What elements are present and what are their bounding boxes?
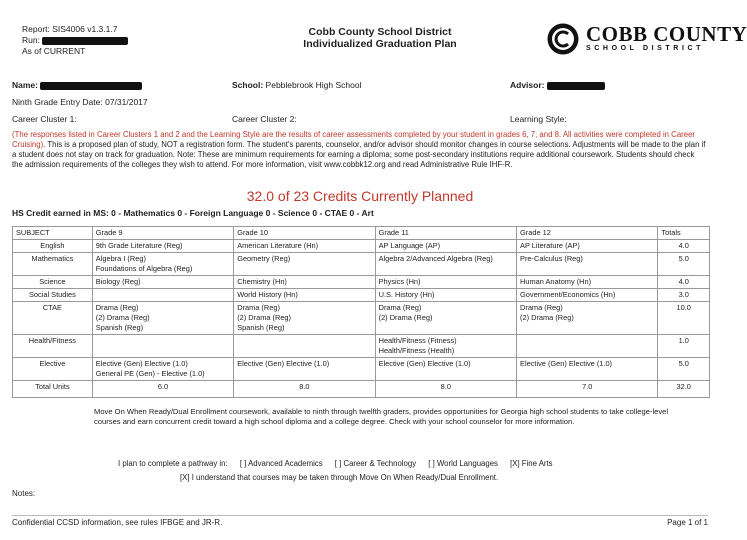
row-total: 1.0 [658, 335, 710, 358]
course-cell [517, 358, 658, 381]
course-entry: Biology (Reg) [95, 277, 141, 286]
move-on-when-ready-text: Move On When Ready/Dual Enrollment coursework, available to ninth through twelfth graders, provides opportunities for Georgia high school students to take college-level courses and earn concurrent credit toward a high school diploma and a college degree. Check with your school counselor for more information. [94, 407, 669, 426]
course-cell [375, 335, 516, 358]
subject-cell: Science [13, 276, 93, 289]
header-totals: Totals [658, 227, 710, 240]
redacted-run [42, 37, 128, 45]
course-entry: Spanish (Reg) [237, 323, 285, 332]
table-header-row [13, 227, 710, 240]
course-entry: Chemistry (Hn) [237, 277, 287, 286]
run-line: Run: [22, 35, 128, 46]
course-cell [92, 302, 233, 335]
report-id: Report: SIS4006 v1.3.1.7 [22, 24, 118, 34]
subject-cell: CTAE [13, 302, 93, 335]
course-entry: AP Literature (AP) [520, 241, 580, 250]
course-entry: Elective (Gen) Elective (1.0) [520, 359, 613, 368]
course-cell [92, 276, 233, 289]
course-cell [92, 240, 233, 253]
course-entry: (2) Drama (Reg) [378, 313, 433, 322]
total-units-row: Total Units 6.0 8.0 8.0 7.0 32.0 [13, 381, 710, 398]
logo-wordmark: COBB COUNTY [586, 22, 747, 46]
subject-cell: Mathematics [13, 253, 93, 276]
course-entry: Government/Economics (Hn) [520, 290, 616, 299]
header-grade-12: Grade 12 [517, 227, 658, 240]
district-logo [546, 22, 747, 56]
subject-cell: Elective [13, 358, 93, 381]
pathway-option-advanced-academics[interactable]: [ ] Advanced Academics [239, 459, 323, 468]
course-cell [375, 358, 516, 381]
entry-date-field: Ninth Grade Entry Date: 07/31/2017 [12, 97, 148, 107]
course-entry: Elective (Gen) Elective (1.0) [237, 359, 330, 368]
table-row [13, 253, 710, 276]
course-entry: Drama (Reg) [378, 303, 422, 312]
subject-cell: Social Studies [13, 289, 93, 302]
course-cell [234, 240, 375, 253]
row-total: 4.0 [658, 276, 710, 289]
course-entry: Health/Fitness (Fitness) [378, 336, 457, 345]
pathway-option-career-technology[interactable]: [ ] Career & Technology [334, 459, 417, 468]
header-grade-9: Grade 9 [92, 227, 233, 240]
page-footer [12, 515, 708, 527]
course-entry: Physics (Hn) [378, 277, 421, 286]
course-cell [375, 289, 516, 302]
course-cell [517, 240, 658, 253]
district-name: Cobb County School District [308, 26, 452, 38]
course-entry: Pre-Calculus (Reg) [520, 254, 583, 263]
dual-enrollment-acknowledgment[interactable]: [X] I understand that courses may be taken through Move On When Ready/Dual Enrollment. [180, 473, 499, 482]
course-entry: Drama (Reg) [95, 303, 139, 312]
course-cell [517, 302, 658, 335]
course-cell [517, 253, 658, 276]
header-grade-10: Grade 10 [234, 227, 375, 240]
course-cell [92, 358, 233, 381]
school-field: School: Pebblebrook High School [232, 80, 362, 90]
course-entry: U.S. History (Hn) [378, 290, 435, 299]
row-total: 3.0 [658, 289, 710, 302]
row-total: 5.0 [658, 358, 710, 381]
course-entry: Human Anatomy (Hn) [520, 277, 592, 286]
course-entry: Foundations of Algebra (Reg) [95, 264, 193, 273]
document-title [260, 26, 500, 50]
course-entry: General PE (Gen) - Elective (1.0) [95, 369, 205, 378]
redacted-name [40, 82, 142, 90]
course-cell [92, 335, 233, 358]
course-entry: Algebra I (Reg) [95, 254, 146, 263]
notes-label: Notes: [12, 489, 36, 498]
course-entry: Elective (Gen) Elective (1.0) [95, 359, 188, 368]
course-cell [375, 253, 516, 276]
course-cell [234, 253, 375, 276]
header-grade-11: Grade 11 [375, 227, 516, 240]
course-cell [375, 276, 516, 289]
course-cell [234, 302, 375, 335]
page-number: Page 1 of 1 [667, 518, 708, 527]
learning-style: Learning Style: [510, 114, 567, 124]
career-cluster-1: Career Cluster 1: [12, 114, 77, 124]
course-entry: Spanish (Reg) [95, 323, 144, 332]
course-cell [517, 289, 658, 302]
course-entry: AP Language (AP) [378, 241, 441, 250]
pathway-selection: I plan to complete a pathway in: [ ] Advanced Academics [ ] Career & Technology [ ] World Languages [X] Fine Arts [118, 459, 553, 468]
pathway-option-fine-arts[interactable]: [X] Fine Arts [510, 459, 553, 468]
logo-subtitle: SCHOOL DISTRICT [586, 45, 705, 52]
row-total: 10.0 [658, 302, 710, 335]
course-entry: Geometry (Reg) [237, 254, 291, 263]
row-total: 5.0 [658, 253, 710, 276]
table-row [13, 240, 710, 253]
row-total: 4.0 [658, 240, 710, 253]
header-subject: SUBJECT [13, 227, 93, 240]
course-cell [92, 289, 233, 302]
course-cell [234, 276, 375, 289]
course-entry: (2) Drama (Reg) [237, 313, 291, 322]
course-plan-table [12, 226, 710, 398]
course-entry: World History (Hn) [237, 290, 298, 299]
table-row [13, 358, 710, 381]
pathway-option-world-languages[interactable]: [ ] World Languages [428, 459, 498, 468]
course-cell [517, 335, 658, 358]
as-of: As of CURRENT [22, 46, 86, 56]
course-entry: (2) Drama (Reg) [95, 313, 150, 322]
table-row [13, 335, 710, 358]
career-cluster-2: Career Cluster 2: [232, 114, 297, 124]
course-cell [234, 289, 375, 302]
course-cell [92, 253, 233, 276]
course-entry: 9th Grade Literature (Reg) [95, 241, 183, 250]
redacted-advisor [547, 82, 605, 90]
report-header [22, 24, 128, 57]
plan-title: Individualized Graduation Plan [303, 38, 457, 50]
course-cell [375, 302, 516, 335]
course-entry: American Literature (Hn) [237, 241, 319, 250]
disclaimer-text: (The responses listed in Career Clusters 1 and 2 and the Learning Style are the results of career assessments completed by your student in grades 6, 7, and 8. All activities were completed in Career Cruising). This is a proposed plan of study, NOT a registration form. The student's parents, counselor, and/or advisor should monitor changes in course selections. Adjustments will be made to the plan if a student does not stay on track for graduation. Note: These are minimum requirements for earning a diploma; some post-secondary institutions require additional coursework. Students should check the admission requirements of the colleges they wish to attend. For more information, visit www.cobbk12.org and read Administrative Rule IHF-R. [12, 130, 706, 169]
course-entry: Drama (Reg) [520, 303, 563, 312]
confidential-notice: Confidential CCSD information, see rules IFBGE and JR-R. [12, 518, 223, 527]
table-row [13, 289, 710, 302]
course-entry: (2) Drama (Reg) [520, 313, 574, 322]
table-row [13, 276, 710, 289]
subject-cell: English [13, 240, 93, 253]
advisor-field: Advisor: [510, 80, 605, 90]
course-entry: Algebra 2/Advanced Algebra (Reg) [378, 254, 493, 263]
table-row [13, 302, 710, 335]
subject-cell: Health/Fitness [13, 335, 93, 358]
seal-icon [546, 22, 580, 56]
course-cell [375, 240, 516, 253]
course-cell [517, 276, 658, 289]
credits-heading: 32.0 of 23 Credits Currently Planned [246, 188, 474, 204]
hs-credit-summary: HS Credit earned in MS: 0 - Mathematics 0 - Foreign Language 0 - Science 0 - CTAE 0 - Art [12, 208, 374, 218]
course-cell [234, 335, 375, 358]
course-entry: Elective (Gen) Elective (1.0) [378, 359, 471, 368]
course-entry: Drama (Reg) [237, 303, 280, 312]
name-field: Name: [12, 80, 142, 90]
course-cell [234, 358, 375, 381]
course-entry: Health/Fitness (Health) [378, 346, 455, 355]
